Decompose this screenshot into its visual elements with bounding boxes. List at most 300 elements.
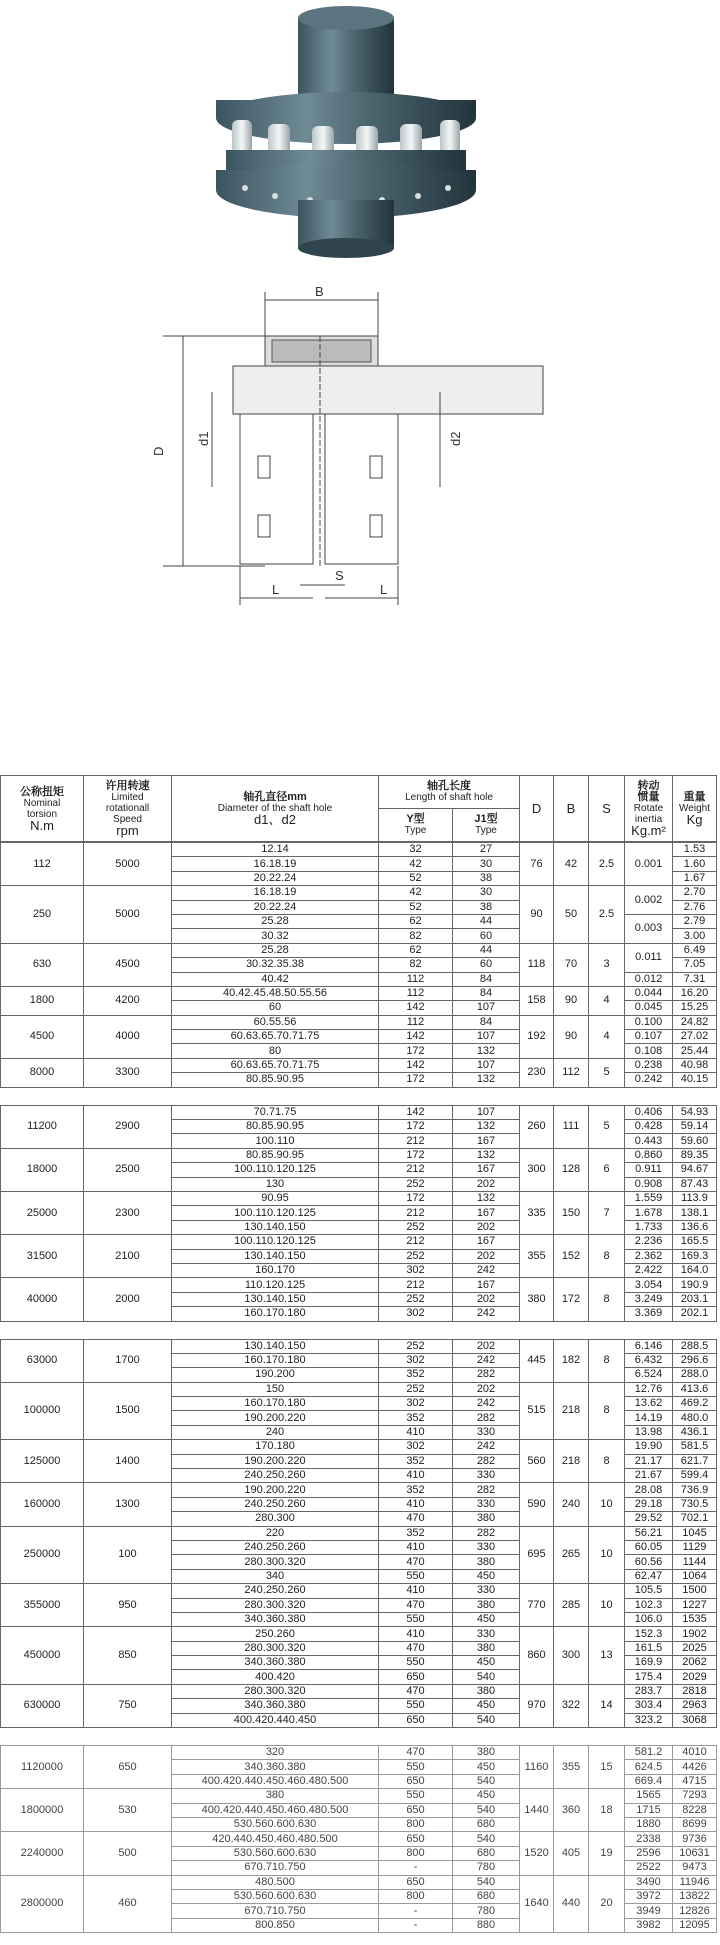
inertia-cell: 0.003	[625, 914, 673, 943]
B-cell: 440	[554, 1875, 589, 1933]
j1-type-length-cell: 540	[453, 1803, 520, 1817]
D-cell: 90	[520, 886, 554, 944]
inertia-cell: 60.05	[625, 1540, 673, 1554]
weight-cell: 702.1	[673, 1512, 717, 1526]
shaft-diameter-cell: 130.140.150	[172, 1292, 379, 1306]
nominal-torsion-cell: 4500	[1, 1015, 84, 1058]
inertia-cell: 3.249	[625, 1292, 673, 1306]
D-cell: 1520	[520, 1832, 554, 1875]
B-cell: 90	[554, 986, 589, 1015]
inertia-cell: 669.4	[625, 1774, 673, 1788]
j1-type-length-cell: 202	[453, 1220, 520, 1234]
y-type-length-cell: 62	[379, 914, 453, 928]
weight-cell: 3.00	[673, 929, 717, 943]
j1-type-length-cell: 450	[453, 1569, 520, 1583]
shaft-diameter-cell: 130.140.150	[172, 1339, 379, 1353]
j1-type-length-cell: 84	[453, 1015, 520, 1029]
shaft-diameter-cell: 16.18.19	[172, 886, 379, 900]
j1-type-length-cell: 202	[453, 1382, 520, 1396]
dimension-label-B: B	[315, 284, 324, 299]
shaft-diameter-cell: 190.200.220	[172, 1411, 379, 1425]
j1-type-length-cell: 380	[453, 1555, 520, 1569]
weight-cell: 1.60	[673, 857, 717, 871]
spec-table-group	[0, 842, 717, 1088]
y-type-length-cell: 550	[379, 1789, 453, 1803]
header-shaft-length: 轴孔长度 Length of shaft hole	[379, 776, 520, 809]
j1-type-length-cell: 330	[453, 1627, 520, 1641]
y-type-length-cell: 470	[379, 1555, 453, 1569]
j1-type-length-cell: 242	[453, 1397, 520, 1411]
y-type-length-cell: 212	[379, 1235, 453, 1249]
y-type-length-cell: 112	[379, 1015, 453, 1029]
weight-cell: 288.5	[673, 1339, 717, 1353]
j1-type-length-cell: 450	[453, 1699, 520, 1713]
j1-type-length-cell: 38	[453, 871, 520, 885]
y-type-length-cell: 650	[379, 1832, 453, 1846]
shaft-diameter-cell: 60.63.65.70.71.75	[172, 1030, 379, 1044]
shaft-diameter-cell: 190.200	[172, 1368, 379, 1382]
speed-cell: 100	[84, 1526, 172, 1584]
weight-cell: 202.1	[673, 1307, 717, 1321]
spec-table-group	[0, 1105, 717, 1322]
speed-cell: 5000	[84, 843, 172, 886]
j1-type-length-cell: 132	[453, 1191, 520, 1205]
y-type-length-cell: 112	[379, 972, 453, 986]
table-row	[1, 1278, 717, 1292]
inertia-cell: 14.19	[625, 1411, 673, 1425]
shaft-diameter-cell: 80.85.90.95	[172, 1120, 379, 1134]
weight-cell: 12826	[673, 1904, 717, 1918]
nominal-torsion-cell: 63000	[1, 1339, 84, 1382]
weight-cell: 16.20	[673, 986, 717, 1000]
j1-type-length-cell: 30	[453, 857, 520, 871]
B-cell: 112	[554, 1058, 589, 1087]
j1-type-length-cell: 450	[453, 1789, 520, 1803]
specification-tables	[0, 775, 716, 1933]
y-type-length-cell: 550	[379, 1569, 453, 1583]
S-cell: 6	[589, 1148, 625, 1191]
j1-type-length-cell: 84	[453, 986, 520, 1000]
y-type-length-cell: -	[379, 1918, 453, 1932]
nominal-torsion-cell: 1120000	[1, 1746, 84, 1789]
y-type-length-cell: 650	[379, 1713, 453, 1727]
y-type-length-cell: 172	[379, 1120, 453, 1134]
y-type-length-cell: 550	[379, 1656, 453, 1670]
speed-cell: 650	[84, 1746, 172, 1789]
j1-type-length-cell: 202	[453, 1177, 520, 1191]
j1-type-length-cell: 380	[453, 1641, 520, 1655]
S-cell: 8	[589, 1382, 625, 1440]
weight-cell: 1.67	[673, 871, 717, 885]
weight-cell: 730.5	[673, 1497, 717, 1511]
nominal-torsion-cell: 18000	[1, 1148, 84, 1191]
weight-cell: 288.0	[673, 1368, 717, 1382]
table-row	[1, 1832, 717, 1846]
B-cell: 70	[554, 943, 589, 986]
weight-cell: 27.02	[673, 1030, 717, 1044]
weight-cell: 9473	[673, 1861, 717, 1875]
B-cell: 300	[554, 1627, 589, 1685]
nominal-torsion-cell: 112	[1, 843, 84, 886]
S-cell: 5	[589, 1105, 625, 1148]
j1-type-length-cell: 132	[453, 1120, 520, 1134]
y-type-length-cell: -	[379, 1904, 453, 1918]
weight-cell: 1902	[673, 1627, 717, 1641]
B-cell: 265	[554, 1526, 589, 1584]
y-type-length-cell: 470	[379, 1598, 453, 1612]
shaft-diameter-cell: 170.180	[172, 1440, 379, 1454]
j1-type-length-cell: 540	[453, 1713, 520, 1727]
y-type-length-cell: 172	[379, 1148, 453, 1162]
shaft-diameter-cell: 240.250.260	[172, 1540, 379, 1554]
D-cell: 118	[520, 943, 554, 986]
j1-type-length-cell: 167	[453, 1278, 520, 1292]
speed-cell: 1700	[84, 1339, 172, 1382]
weight-cell: 1129	[673, 1540, 717, 1554]
shaft-diameter-cell: 100.110.120.125	[172, 1235, 379, 1249]
shaft-diameter-cell: 60	[172, 1001, 379, 1015]
j1-type-length-cell: 132	[453, 1073, 520, 1087]
weight-cell: 165.5	[673, 1235, 717, 1249]
B-cell: 172	[554, 1278, 589, 1321]
B-cell: 111	[554, 1105, 589, 1148]
weight-cell: 2062	[673, 1656, 717, 1670]
B-cell: 128	[554, 1148, 589, 1191]
y-type-length-cell: 302	[379, 1397, 453, 1411]
shaft-diameter-cell: 240.250.260	[172, 1584, 379, 1598]
weight-cell: 7293	[673, 1789, 717, 1803]
inertia-cell: 102.3	[625, 1598, 673, 1612]
inertia-cell: 13.98	[625, 1425, 673, 1439]
weight-cell: 1045	[673, 1526, 717, 1540]
j1-type-length-cell: 242	[453, 1353, 520, 1367]
shaft-diameter-cell: 130	[172, 1177, 379, 1191]
speed-cell: 530	[84, 1789, 172, 1832]
y-type-length-cell: 410	[379, 1627, 453, 1641]
S-cell: 7	[589, 1191, 625, 1234]
B-cell: 152	[554, 1235, 589, 1278]
S-cell: 4	[589, 1015, 625, 1058]
y-type-length-cell: 800	[379, 1818, 453, 1832]
shaft-diameter-cell: 40.42.45.48.50.55.56	[172, 986, 379, 1000]
shaft-diameter-cell: 130.140.150	[172, 1220, 379, 1234]
weight-cell: 94.67	[673, 1163, 717, 1177]
D-cell: 192	[520, 1015, 554, 1058]
j1-type-length-cell: 167	[453, 1134, 520, 1148]
j1-type-length-cell: 132	[453, 1044, 520, 1058]
weight-cell: 599.4	[673, 1469, 717, 1483]
speed-cell: 3300	[84, 1058, 172, 1087]
shaft-diameter-cell: 150	[172, 1382, 379, 1396]
shaft-diameter-cell: 160.170.180	[172, 1353, 379, 1367]
D-cell: 590	[520, 1483, 554, 1526]
weight-cell: 25.44	[673, 1044, 717, 1058]
j1-type-length-cell: 380	[453, 1684, 520, 1698]
table-row	[1, 843, 717, 857]
S-cell: 4	[589, 986, 625, 1015]
nominal-torsion-cell: 31500	[1, 1235, 84, 1278]
header-D: D	[520, 776, 554, 842]
shaft-diameter-cell: 80.85.90.95	[172, 1148, 379, 1162]
inertia-cell: 6.432	[625, 1353, 673, 1367]
shaft-diameter-cell: 20.22.24	[172, 900, 379, 914]
weight-cell: 59.60	[673, 1134, 717, 1148]
inertia-cell: 19.90	[625, 1440, 673, 1454]
shaft-diameter-cell: 30.32.35.38	[172, 958, 379, 972]
nominal-torsion-cell: 160000	[1, 1483, 84, 1526]
S-cell: 18	[589, 1789, 625, 1832]
shaft-diameter-cell: 190.200.220	[172, 1454, 379, 1468]
inertia-cell: 3490	[625, 1875, 673, 1889]
shaft-diameter-cell: 400.420	[172, 1670, 379, 1684]
weight-cell: 113.9	[673, 1191, 717, 1205]
D-cell: 335	[520, 1191, 554, 1234]
table-row	[1, 1105, 717, 1119]
weight-cell: 203.1	[673, 1292, 717, 1306]
y-type-length-cell: 650	[379, 1670, 453, 1684]
j1-type-length-cell: 680	[453, 1846, 520, 1860]
weight-cell: 11946	[673, 1875, 717, 1889]
table-row	[1, 1058, 717, 1072]
y-type-length-cell: 172	[379, 1044, 453, 1058]
shaft-diameter-cell: 280.300.320	[172, 1641, 379, 1655]
S-cell: 19	[589, 1832, 625, 1875]
shaft-diameter-cell: 20.22.24	[172, 871, 379, 885]
D-cell: 970	[520, 1684, 554, 1727]
shaft-diameter-cell: 340.360.380	[172, 1699, 379, 1713]
j1-type-length-cell: 540	[453, 1774, 520, 1788]
S-cell: 3	[589, 943, 625, 986]
table-row	[1, 1875, 717, 1889]
table-row	[1, 1191, 717, 1205]
shaft-diameter-cell: 400.420.440.450.460.480.500	[172, 1803, 379, 1817]
weight-cell: 1.53	[673, 843, 717, 857]
weight-cell: 15.25	[673, 1001, 717, 1015]
nominal-torsion-cell: 11200	[1, 1105, 84, 1148]
dimension-label-D: D	[151, 446, 166, 456]
dimension-label-d2: d2	[448, 431, 463, 446]
nominal-torsion-cell: 250	[1, 886, 84, 944]
inertia-cell: 1.733	[625, 1220, 673, 1234]
y-type-length-cell: 212	[379, 1206, 453, 1220]
nominal-torsion-cell: 630	[1, 943, 84, 986]
y-type-length-cell: 410	[379, 1469, 453, 1483]
dimension-label-L-left: L	[272, 582, 280, 597]
y-type-length-cell: 142	[379, 1058, 453, 1072]
speed-cell: 850	[84, 1627, 172, 1685]
inertia-cell: 152.3	[625, 1627, 673, 1641]
shaft-diameter-cell: 60.55.56	[172, 1015, 379, 1029]
D-cell: 860	[520, 1627, 554, 1685]
y-type-length-cell: 62	[379, 943, 453, 957]
y-type-length-cell: 252	[379, 1220, 453, 1234]
shaft-diameter-cell: 480.500	[172, 1875, 379, 1889]
inertia-cell: 21.17	[625, 1454, 673, 1468]
inertia-cell: 3949	[625, 1904, 673, 1918]
shaft-diameter-cell: 340	[172, 1569, 379, 1583]
y-type-length-cell: 302	[379, 1353, 453, 1367]
j1-type-length-cell: 242	[453, 1307, 520, 1321]
y-type-length-cell: 352	[379, 1454, 453, 1468]
y-type-length-cell: 82	[379, 958, 453, 972]
j1-type-length-cell: 450	[453, 1656, 520, 1670]
dimension-label-S: S	[335, 568, 344, 583]
shaft-diameter-cell: 220	[172, 1526, 379, 1540]
speed-cell: 2300	[84, 1191, 172, 1234]
B-cell: 90	[554, 1015, 589, 1058]
shaft-diameter-cell: 100.110	[172, 1134, 379, 1148]
D-cell: 1440	[520, 1789, 554, 1832]
weight-cell: 480.0	[673, 1411, 717, 1425]
weight-cell: 621.7	[673, 1454, 717, 1468]
weight-cell: 1064	[673, 1569, 717, 1583]
j1-type-length-cell: 282	[453, 1483, 520, 1497]
shaft-diameter-cell: 60.63.65.70.71.75	[172, 1058, 379, 1072]
inertia-cell: 303.4	[625, 1699, 673, 1713]
header-shaft-diameter: 轴孔直径mm Diameter of the shaft hole d1、d2	[172, 776, 379, 842]
inertia-cell: 3972	[625, 1889, 673, 1903]
j1-type-length-cell: 107	[453, 1001, 520, 1015]
shaft-diameter-cell: 100.110.120.125	[172, 1206, 379, 1220]
weight-cell: 4010	[673, 1746, 717, 1760]
D-cell: 770	[520, 1584, 554, 1627]
j1-type-length-cell: 330	[453, 1497, 520, 1511]
table-row	[1, 1584, 717, 1598]
inertia-cell: 2522	[625, 1861, 673, 1875]
j1-type-length-cell: 540	[453, 1875, 520, 1889]
S-cell: 10	[589, 1526, 625, 1584]
inertia-cell: 283.7	[625, 1684, 673, 1698]
B-cell: 355	[554, 1746, 589, 1789]
shaft-diameter-cell: 130.140.150	[172, 1249, 379, 1263]
D-cell: 515	[520, 1382, 554, 1440]
y-type-length-cell: 302	[379, 1440, 453, 1454]
j1-type-length-cell: 540	[453, 1832, 520, 1846]
S-cell: 10	[589, 1584, 625, 1627]
speed-cell: 2100	[84, 1235, 172, 1278]
weight-cell: 190.9	[673, 1278, 717, 1292]
y-type-length-cell: 142	[379, 1105, 453, 1119]
j1-type-length-cell: 167	[453, 1235, 520, 1249]
nominal-torsion-cell: 250000	[1, 1526, 84, 1584]
weight-cell: 6.49	[673, 943, 717, 957]
weight-cell: 4426	[673, 1760, 717, 1774]
weight-cell: 3068	[673, 1713, 717, 1727]
header-y-type: Y型 Type	[379, 809, 453, 842]
coupling-product-photo	[0, 0, 720, 280]
B-cell: 285	[554, 1584, 589, 1627]
inertia-cell: 28.08	[625, 1483, 673, 1497]
weight-cell: 2029	[673, 1670, 717, 1684]
D-cell: 300	[520, 1148, 554, 1191]
shaft-diameter-cell: 280.300	[172, 1512, 379, 1526]
j1-type-length-cell: 30	[453, 886, 520, 900]
speed-cell: 2000	[84, 1278, 172, 1321]
table-row	[1, 1382, 717, 1396]
nominal-torsion-cell: 1800	[1, 986, 84, 1015]
weight-cell: 7.31	[673, 972, 717, 986]
y-type-length-cell: 550	[379, 1699, 453, 1713]
header-S: S	[589, 776, 625, 842]
header-B: B	[554, 776, 589, 842]
y-type-length-cell: 212	[379, 1278, 453, 1292]
y-type-length-cell: 212	[379, 1163, 453, 1177]
j1-type-length-cell: 330	[453, 1425, 520, 1439]
table-row	[1, 1526, 717, 1540]
inertia-cell: 0.860	[625, 1148, 673, 1162]
speed-cell: 750	[84, 1684, 172, 1727]
nominal-torsion-cell: 100000	[1, 1382, 84, 1440]
weight-cell: 9736	[673, 1832, 717, 1846]
shaft-diameter-cell: 40.42	[172, 972, 379, 986]
weight-cell: 169.3	[673, 1249, 717, 1263]
inertia-cell: 161.5	[625, 1641, 673, 1655]
inertia-cell: 323.2	[625, 1713, 673, 1727]
y-type-length-cell: 252	[379, 1339, 453, 1353]
j1-type-length-cell: 540	[453, 1670, 520, 1684]
y-type-length-cell: 352	[379, 1411, 453, 1425]
y-type-length-cell: 352	[379, 1483, 453, 1497]
j1-type-length-cell: 132	[453, 1148, 520, 1162]
shaft-diameter-cell: 340.360.380	[172, 1612, 379, 1626]
shaft-diameter-cell: 25.28	[172, 943, 379, 957]
D-cell: 230	[520, 1058, 554, 1087]
y-type-length-cell: 252	[379, 1382, 453, 1396]
shaft-diameter-cell: 240.250.260	[172, 1469, 379, 1483]
table-row	[1, 1789, 717, 1803]
inertia-cell: 1880	[625, 1818, 673, 1832]
shaft-diameter-cell: 280.300.320	[172, 1684, 379, 1698]
B-cell: 182	[554, 1339, 589, 1382]
j1-type-length-cell: 282	[453, 1411, 520, 1425]
inertia-cell: 0.001	[625, 843, 673, 886]
table-row	[1, 886, 717, 900]
nominal-torsion-cell: 1800000	[1, 1789, 84, 1832]
weight-cell: 469.2	[673, 1397, 717, 1411]
inertia-cell: 0.011	[625, 943, 673, 972]
nominal-torsion-cell: 450000	[1, 1627, 84, 1685]
speed-cell: 4200	[84, 986, 172, 1015]
header-j1-type: J1型 Type	[453, 809, 520, 842]
B-cell: 218	[554, 1382, 589, 1440]
shaft-diameter-cell: 30.32	[172, 929, 379, 943]
speed-cell: 2500	[84, 1148, 172, 1191]
inertia-cell: 2.236	[625, 1235, 673, 1249]
B-cell: 322	[554, 1684, 589, 1727]
inertia-cell: 1565	[625, 1789, 673, 1803]
j1-type-length-cell: 450	[453, 1760, 520, 1774]
table-row	[1, 1235, 717, 1249]
inertia-cell: 0.002	[625, 886, 673, 915]
shaft-diameter-cell: 240	[172, 1425, 379, 1439]
inertia-cell: 0.044	[625, 986, 673, 1000]
coupling-technical-drawing	[0, 280, 720, 620]
y-type-length-cell: 172	[379, 1073, 453, 1087]
j1-type-length-cell: 44	[453, 943, 520, 957]
weight-cell: 1535	[673, 1612, 717, 1626]
shaft-diameter-cell: 100.110.120.125	[172, 1163, 379, 1177]
j1-type-length-cell: 107	[453, 1030, 520, 1044]
inertia-cell: 0.443	[625, 1134, 673, 1148]
inertia-cell: 3982	[625, 1918, 673, 1932]
y-type-length-cell: 410	[379, 1584, 453, 1598]
inertia-cell: 2596	[625, 1846, 673, 1860]
weight-cell: 10631	[673, 1846, 717, 1860]
j1-type-length-cell: 242	[453, 1263, 520, 1277]
weight-cell: 296.6	[673, 1353, 717, 1367]
inertia-cell: 29.52	[625, 1512, 673, 1526]
spec-table-header	[0, 775, 717, 842]
